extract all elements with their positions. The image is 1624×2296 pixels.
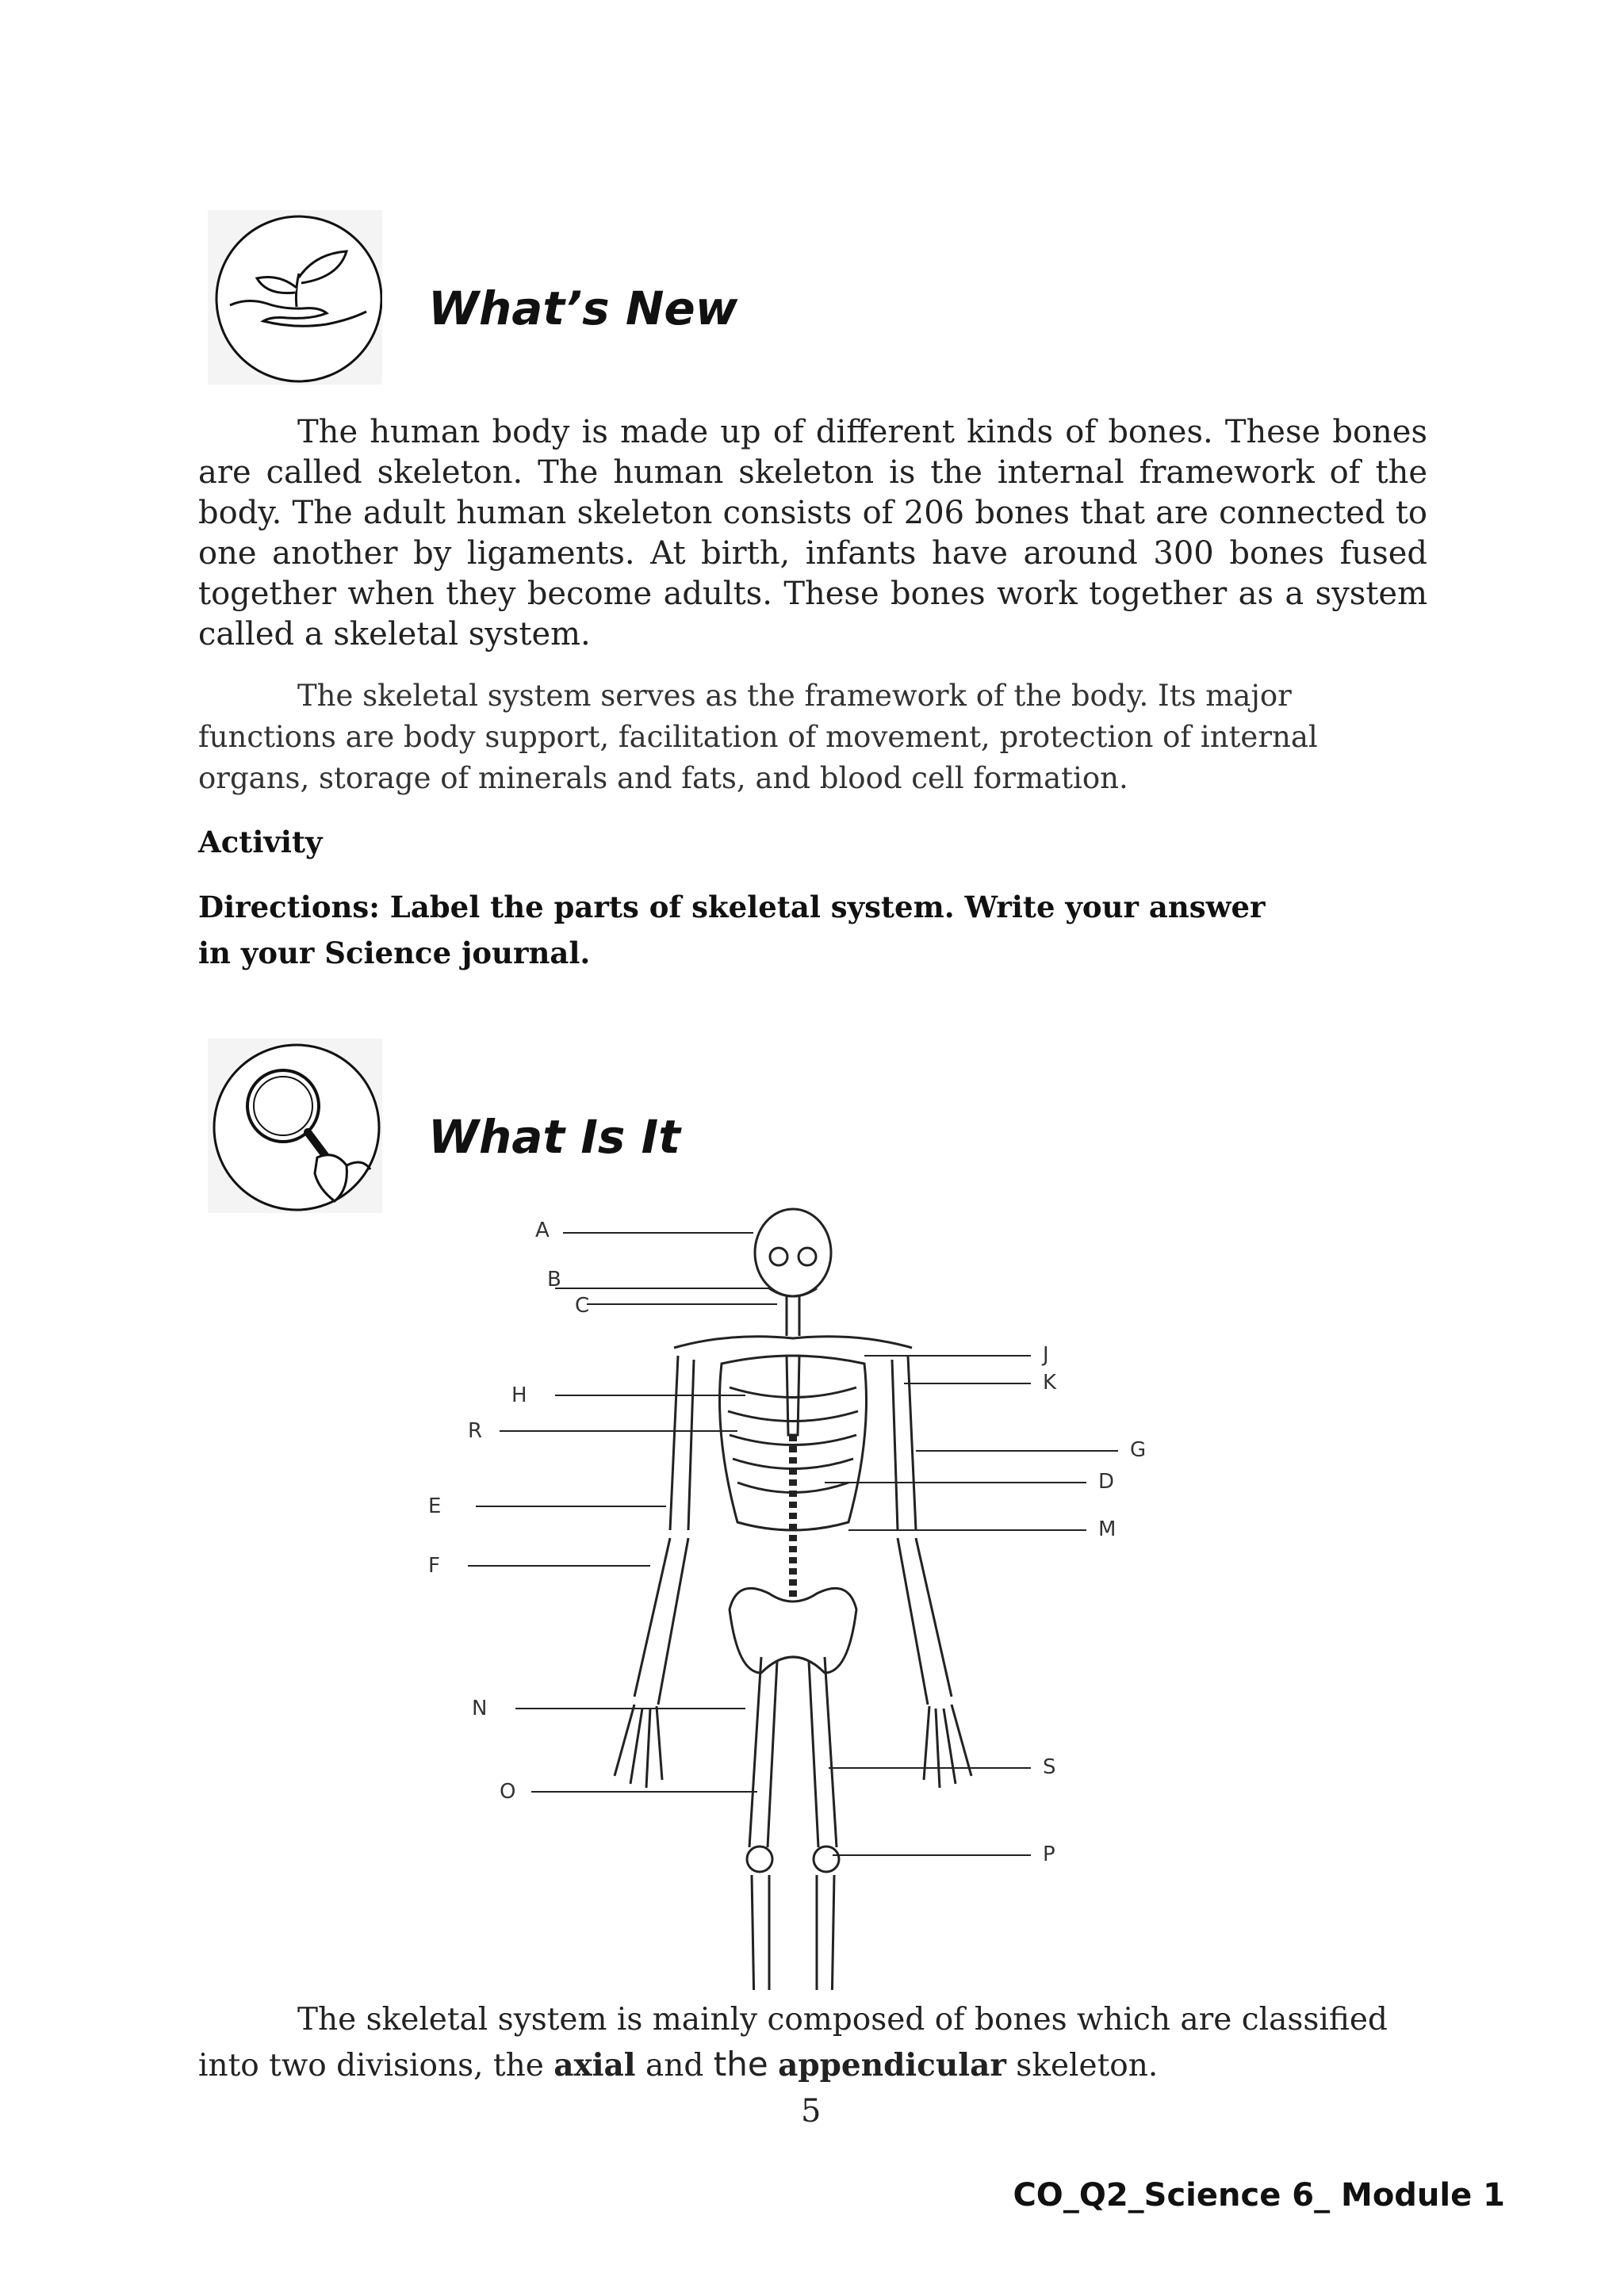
page-number: 5 <box>801 2093 822 2130</box>
label-p: P <box>1043 1843 1055 1866</box>
label-d: D <box>1098 1470 1115 1494</box>
label-e: E <box>428 1494 442 1518</box>
section-title-whats-new: What’s New <box>428 281 738 335</box>
label-g: G <box>1130 1438 1147 1462</box>
label-m: M <box>1098 1517 1116 1541</box>
seedling-in-hand-icon <box>208 210 382 385</box>
label-j: J <box>1043 1343 1049 1367</box>
paragraph-human-body: The human body is made up of different kinds of bones. These bones are called skeleton. The human skeleton is the internal framework of the body. The adult human skeleton consists of 206 bones that are connected to one another by ligaments. At birth, infants have around 300 bones fused together when they become adults. These bones work together as a system called a skeletal system. <box>198 414 1427 652</box>
label-s: S <box>1043 1755 1056 1779</box>
label-f: F <box>428 1554 440 1578</box>
label-c: C <box>575 1294 590 1318</box>
label-o: O <box>500 1780 516 1804</box>
section-title-what-is-it: What Is It <box>428 1110 680 1164</box>
paragraph-skeletal-functions: The skeletal system serves as the framework of the body. Its major functions are body support, facilitation of movement, protection of internal organs, storage of minerals and fats, and blood cell formation. <box>198 679 1318 795</box>
footer-module-code: CO_Q2_Science 6_ Module 1 <box>1013 2177 1505 2214</box>
label-a: A <box>535 1219 550 1242</box>
directions-line-2: in your Science journal. <box>198 936 591 970</box>
label-k: K <box>1043 1371 1057 1395</box>
activity-heading: Activity <box>198 825 323 859</box>
label-r: R <box>468 1419 483 1443</box>
label-h: H <box>511 1383 527 1407</box>
magnifying-glass-icon <box>208 1039 382 1213</box>
label-b: B <box>547 1268 561 1292</box>
label-n: N <box>472 1697 488 1720</box>
diagram-labels <box>396 1197 1189 1990</box>
directions-line-1: Directions: Label the parts of skeletal system. Write your answer <box>198 890 1266 924</box>
paragraph-bone-divisions: The skeletal system is mainly composed of bones which are classified into two divisions, the axial and the appendicular skeleton. <box>198 2002 1388 2084</box>
